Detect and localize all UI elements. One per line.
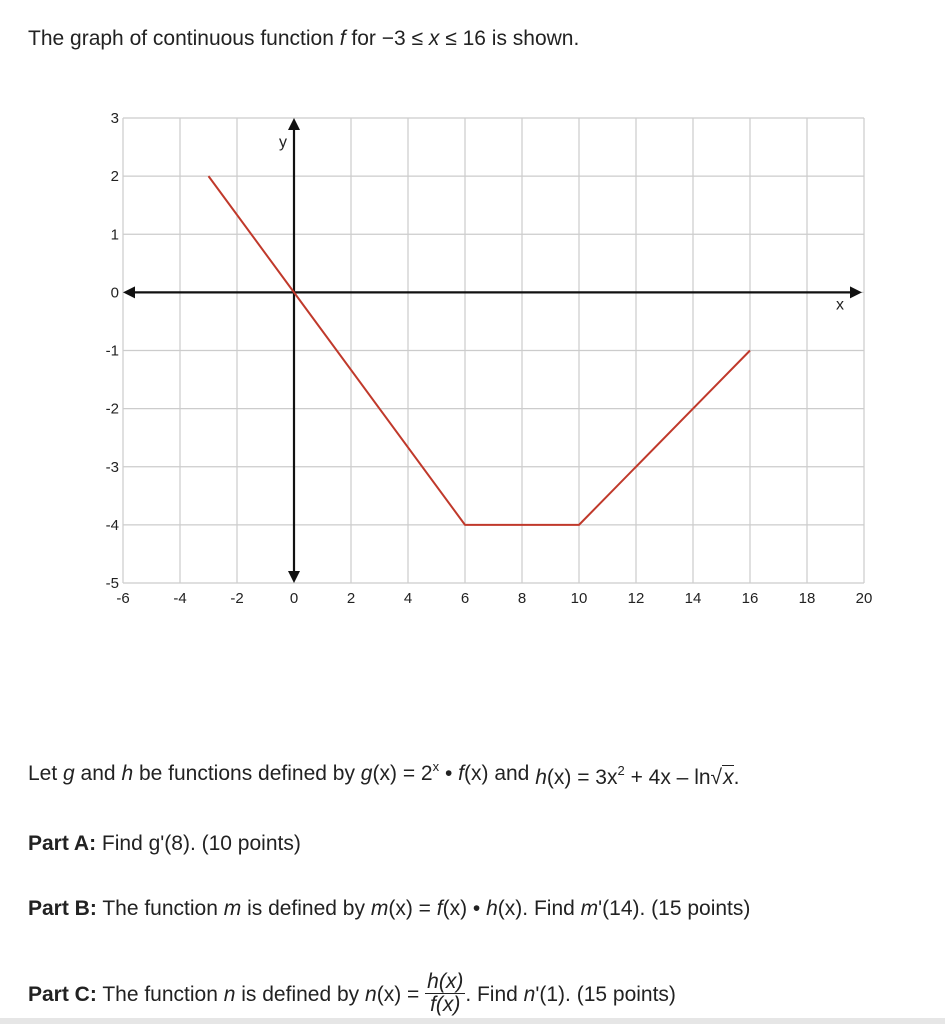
def-part: (x) bbox=[463, 762, 489, 785]
x-tick-label: -4 bbox=[173, 590, 187, 607]
part-c-text: (x) = bbox=[376, 983, 420, 1007]
x-axis-arrow-left bbox=[123, 286, 135, 298]
intro-x-variable: x bbox=[428, 27, 440, 50]
fraction-denominator: f(x) bbox=[430, 993, 461, 1016]
def-part: = 2 bbox=[396, 762, 433, 785]
part-c-n: n bbox=[365, 983, 377, 1007]
definition-text bbox=[28, 760, 739, 790]
y-tick-label: 1 bbox=[110, 226, 119, 244]
part-c-text: '(1). (15 points) bbox=[535, 983, 676, 1007]
def-h: h bbox=[121, 762, 134, 785]
part-b bbox=[28, 895, 750, 923]
def-part: (x) bbox=[372, 762, 397, 785]
part-b-f: f bbox=[436, 897, 443, 920]
intro-part: The graph of continuous function bbox=[28, 27, 340, 50]
def-f-func: f bbox=[458, 762, 464, 785]
x-tick-label: 10 bbox=[570, 590, 588, 607]
part-c bbox=[28, 970, 676, 1018]
part-b-text: The function bbox=[96, 897, 224, 920]
def-part: Let bbox=[28, 762, 64, 785]
grid bbox=[123, 118, 864, 583]
part-b-label: Part B: bbox=[28, 897, 97, 920]
part-b-text: is defined by bbox=[241, 897, 371, 920]
part-b-h: h bbox=[486, 897, 498, 920]
y-axis-arrow-down bbox=[288, 571, 300, 583]
part-a-text: Find g'(8). (10 points) bbox=[96, 832, 301, 855]
y-tick-label: 2 bbox=[110, 168, 119, 186]
x-tick-label: 6 bbox=[460, 590, 470, 607]
y-tick-label: -3 bbox=[105, 458, 119, 476]
y-tick-label: -2 bbox=[105, 400, 119, 418]
def-part: and bbox=[74, 762, 122, 785]
part-c-n: n bbox=[523, 983, 536, 1007]
part-c-text: The function bbox=[96, 983, 224, 1007]
def-exponent: x bbox=[432, 759, 440, 774]
y-tick-label: -1 bbox=[105, 342, 119, 360]
part-a-label: Part A: bbox=[28, 832, 97, 855]
part-b-text: (x) = bbox=[388, 897, 437, 920]
part-b-m: m bbox=[223, 897, 242, 920]
x-tick-label: 18 bbox=[798, 590, 816, 607]
x-tick-label: -2 bbox=[230, 590, 244, 607]
def-g: g bbox=[63, 762, 75, 785]
part-c-text: is defined by bbox=[235, 983, 366, 1007]
def-part: . bbox=[733, 766, 740, 789]
intro-part: ≤ 16 is shown. bbox=[439, 27, 580, 50]
def-h-formula: (x) = 3x bbox=[546, 766, 618, 789]
x-axis-arrow-right bbox=[850, 286, 862, 298]
part-a bbox=[28, 830, 301, 858]
x-tick-label: 8 bbox=[517, 590, 527, 607]
def-radicand: x bbox=[723, 766, 734, 789]
y-tick-label: 0 bbox=[110, 284, 119, 302]
y-axis-arrow-up bbox=[288, 118, 300, 130]
fraction-numerator: h(x) bbox=[427, 970, 464, 993]
def-part: • bbox=[439, 762, 459, 785]
fraction bbox=[425, 971, 465, 1016]
x-tick-label: 16 bbox=[741, 590, 759, 607]
x-tick-label: 2 bbox=[346, 590, 356, 607]
intro-part: for −3 ≤ bbox=[345, 27, 429, 50]
def-h-formula: + 4x – ln bbox=[624, 766, 711, 789]
part-c-n: n bbox=[223, 983, 236, 1007]
y-tick-label: 3 bbox=[110, 110, 119, 127]
x-axis-label: x bbox=[836, 296, 844, 314]
y-axis-label: y bbox=[279, 134, 287, 151]
tick-labels bbox=[106, 110, 873, 607]
def-square: 2 bbox=[617, 763, 625, 778]
y-tick-label: -4 bbox=[105, 516, 119, 534]
def-part: be functions defined by bbox=[133, 762, 361, 785]
part-b-text: '(14). (15 points) bbox=[598, 897, 751, 920]
part-b-m: m bbox=[370, 897, 389, 920]
intro-function-name: f bbox=[339, 27, 346, 50]
x-tick-label: 20 bbox=[855, 590, 873, 607]
x-tick-label: 4 bbox=[403, 590, 413, 607]
footer-divider bbox=[0, 1018, 945, 1024]
def-h-func: h bbox=[535, 766, 547, 789]
def-g-func: g bbox=[360, 762, 373, 785]
part-b-m: m bbox=[580, 897, 599, 920]
def-part: and bbox=[488, 762, 536, 785]
x-tick-label: 0 bbox=[289, 590, 299, 607]
part-c-label: Part C: bbox=[28, 983, 97, 1007]
x-tick-label: 14 bbox=[684, 590, 702, 607]
sqrt-symbol: √ bbox=[710, 766, 723, 789]
x-tick-label: -6 bbox=[116, 590, 130, 607]
part-b-text: (x). Find bbox=[497, 897, 581, 920]
part-b-text: (x) • bbox=[442, 897, 487, 920]
y-tick-label: -5 bbox=[105, 575, 119, 592]
x-tick-label: 12 bbox=[627, 590, 645, 607]
part-c-text: . Find bbox=[465, 983, 524, 1007]
